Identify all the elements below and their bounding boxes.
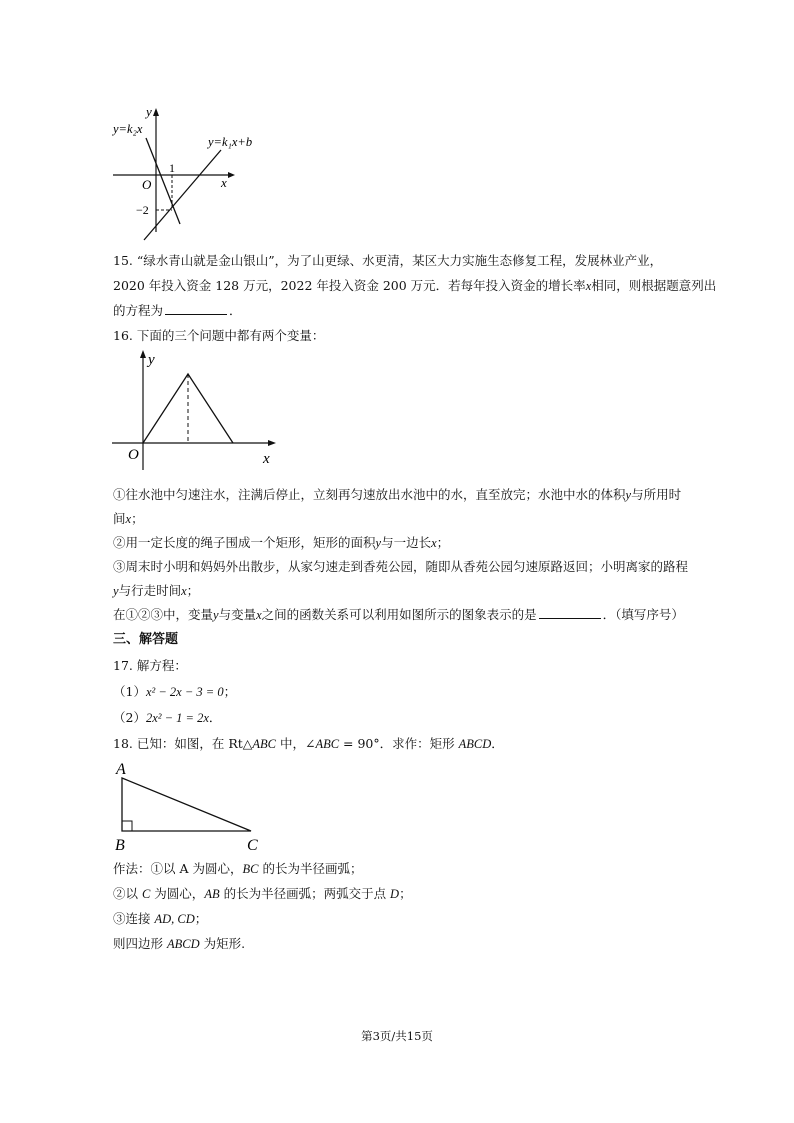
q17-p2-equation: 2x² − 1 = 2x <box>145 711 209 725</box>
x-axis-arrow-icon <box>268 440 276 446</box>
section-heading: 三、解答题 <box>113 632 179 647</box>
q18-intro-b: 中，∠ <box>275 736 316 751</box>
q18-rect-name: ABCD <box>458 737 492 751</box>
q15-text2a: 2020 年投入资金 128 万元，2022 年投入资金 200 万元．若每年投入资金的增长率 <box>113 278 586 293</box>
q18-step1-b: 的长为半径画弧； <box>258 861 363 876</box>
q17-p2-end: ． <box>208 710 222 725</box>
q18-step2-b: 为圆心， <box>150 886 205 901</box>
q15-line3 <box>113 302 242 320</box>
q16-item3-text-a: ③周末时小明和妈妈外出散步，从家匀速走到香苑公园，随即从香苑公园匀速原路返回；小明离家的路程 <box>113 559 689 574</box>
tick-x-label: 1 <box>169 161 175 175</box>
q15-line1 <box>113 252 662 270</box>
q16-question-var-y: y <box>213 608 219 622</box>
vertex-b-label: B <box>115 837 125 854</box>
q18-step1 <box>113 860 362 878</box>
q18-step2-d: 的长为半径画弧；两弧交于点 <box>219 886 391 901</box>
q18-step2-a: ②以 <box>113 886 142 901</box>
q16-question-text-c: 之间的函数关系可以利用如图所示的图象表示的是 <box>261 607 537 622</box>
figure-right-triangle <box>108 758 278 858</box>
line2-label: y=k₁x+b <box>208 135 253 149</box>
tick-y-label: −2 <box>136 203 149 217</box>
q15-answer-blank[interactable] <box>165 302 227 315</box>
q16-item3-line1 <box>113 558 688 576</box>
q17-p1-label: （1） <box>113 684 146 699</box>
origin-label: O <box>142 177 152 192</box>
q18-step3-segments: AD, CD <box>154 912 195 926</box>
q18-step3 <box>113 910 207 928</box>
q16-intro <box>113 327 324 345</box>
q16-item3-var-x: x <box>181 584 187 598</box>
right-angle-mark <box>122 821 132 831</box>
q17-p1-end: ； <box>223 684 237 699</box>
vertex-c-label: C <box>247 837 258 854</box>
triangle-abc <box>122 778 251 831</box>
q17-p2-label: （2） <box>113 710 146 725</box>
q16-item2-var-y: y <box>375 536 382 550</box>
figure-linear-functions <box>108 100 268 245</box>
q16-item2-text-b: 与一边长 <box>381 535 432 550</box>
q16-item1-line2 <box>113 510 144 528</box>
q16-item1-line1 <box>113 486 681 504</box>
q16-item2-text-c: ； <box>436 535 450 550</box>
origin-label: O <box>128 447 139 463</box>
q16-item1-var-y: y <box>625 488 632 502</box>
q16-answer-blank[interactable] <box>539 606 601 619</box>
y-axis-label: y <box>148 352 155 368</box>
x-axis-label: x <box>221 175 227 190</box>
q16-question-text-b: 与变量 <box>218 607 257 622</box>
q17-intro-text: 17. 解方程： <box>113 658 187 673</box>
q18-angle-name: ABC <box>315 737 340 751</box>
q16-question-text-a: 在①②③中，变量 <box>113 607 214 622</box>
x-axis-label: x <box>263 451 270 467</box>
q17-part2 <box>113 709 221 727</box>
y-axis-label: y <box>146 104 152 119</box>
q16-question-text-d: ．（填写序号） <box>602 607 684 622</box>
q16-intro-text: 16. 下面的三个问题中都有两个变量： <box>113 328 325 343</box>
q16-item1-text-a: ①往水池中匀速注水，注满后停止，立刻再匀速放出水池中的水，直至放完；水池中水的体积 <box>113 487 626 502</box>
y-axis-arrow-icon <box>140 350 146 358</box>
y-axis-arrow-icon <box>153 108 159 116</box>
q18-triangle-name: ABC <box>252 737 276 751</box>
q18-conclusion-a: 则四边形 <box>113 936 167 951</box>
q18-step1-bc: BC <box>242 862 259 876</box>
q16-question <box>113 606 684 624</box>
q16-item3-text-c: ； <box>186 583 200 598</box>
q15-text2b: 相同，则根据题意列出 <box>591 278 717 293</box>
q16-item1-text-d: ； <box>131 511 144 526</box>
q18-conclusion-b: 为矩形. <box>199 936 246 951</box>
q18-intro-d: ． <box>491 736 504 751</box>
q18-step2-point: D <box>390 887 400 901</box>
q18-step2-ab: AB <box>204 887 220 901</box>
q16-item1-text-b: 与所用时 <box>631 487 682 502</box>
q18-step2-e: ； <box>399 886 412 901</box>
q18-intro <box>113 735 504 753</box>
q18-step2 <box>113 885 412 903</box>
q18-step3-b: ； <box>194 911 208 926</box>
q16-item2 <box>113 534 449 552</box>
q16-item1-text-c: 间 <box>113 511 126 526</box>
q15-text3a: 的方程为 <box>113 303 164 318</box>
q18-step3-a: ③连接 <box>113 911 155 926</box>
q17-part1 <box>113 683 236 701</box>
x-axis-arrow-icon <box>228 172 235 178</box>
q15-text3b: ． <box>229 303 242 318</box>
q16-item1-var-x: x <box>125 512 132 526</box>
figure-variable-graph <box>108 345 288 470</box>
q18-conclusion <box>113 935 245 953</box>
q16-item2-var-x: x <box>431 536 437 550</box>
q16-item3-text-b: 与行走时间 <box>118 583 182 598</box>
q18-step1-a: 作法：①以 A 为圆心， <box>113 861 243 876</box>
q17-intro <box>113 657 187 675</box>
q16-item2-text-a: ②用一定长度的绳子围成一个矩形，矩形的面积 <box>113 535 376 550</box>
q16-question-var-x: x <box>256 608 262 622</box>
q15-var-x: x <box>585 279 592 293</box>
q18-step2-c: C <box>141 887 151 901</box>
page-number: 第3页/共15页 <box>361 1029 433 1043</box>
q18-conclusion-quad: ABCD <box>166 937 200 951</box>
q15-line2 <box>113 277 716 295</box>
q18-intro-c: = 90°．求作：矩形 <box>339 736 459 751</box>
q17-p1-equation: x² − 2x − 3 = 0 <box>145 685 224 699</box>
q16-item3-var-y: y <box>113 584 119 598</box>
q15-text1: 15. “绿水青山就是金山银山”，为了山更绿、水更清，某区大力实施生态修复工程，发展林业产业， <box>113 253 663 268</box>
vertex-a-label: A <box>116 761 126 778</box>
line1-label: y=k₂x <box>113 122 143 136</box>
q18-intro-a: 18. 已知：如图，在 Rt△ <box>113 736 253 751</box>
q16-item3-line2 <box>113 582 199 600</box>
